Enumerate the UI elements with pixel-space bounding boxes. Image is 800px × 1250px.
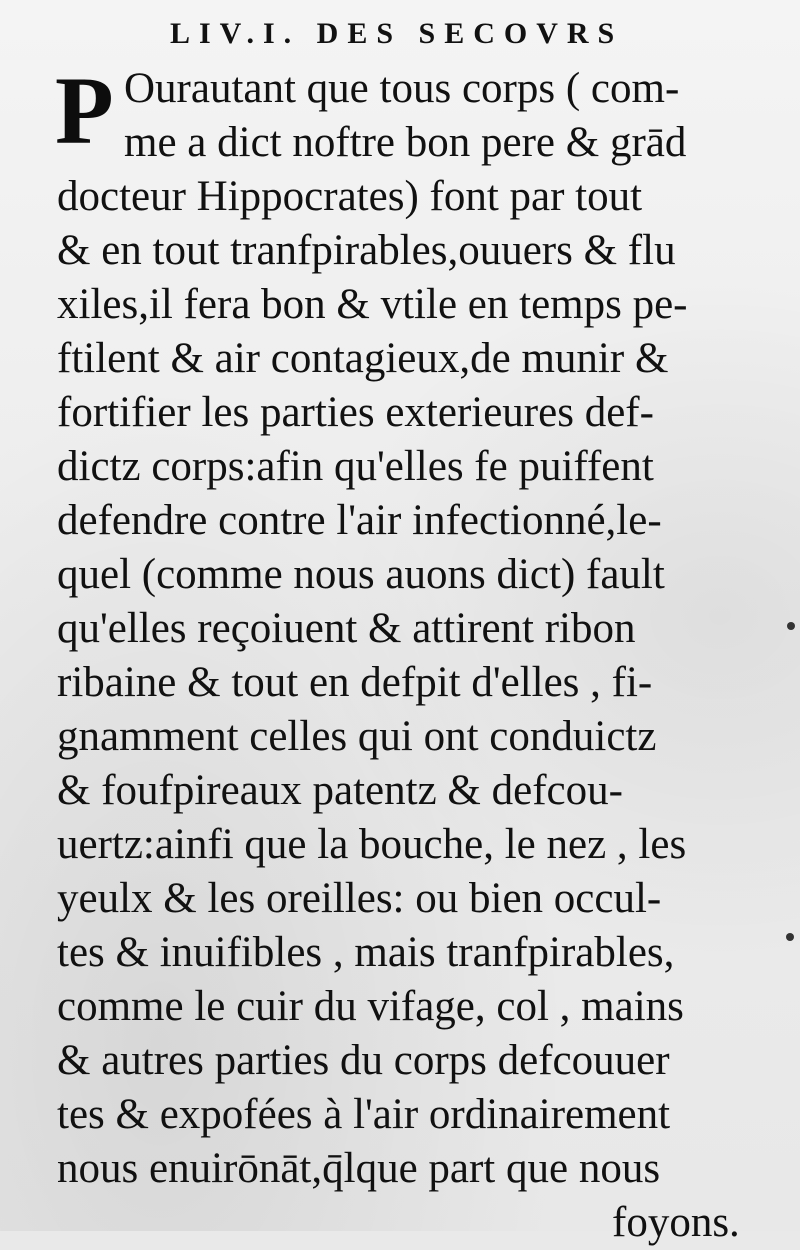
drop-cap-letter: P: [55, 57, 114, 164]
margin-dot: [787, 622, 795, 630]
text-line-4: & en tout tranfpirables,ouuers & flu: [57, 227, 676, 274]
text-line-12: ribaine & tout en defpit d'elles , fi-: [57, 659, 653, 706]
text-line-7: fortifier les parties exterieures def-: [57, 389, 654, 436]
text-line-14: & foufpireaux patentz & defcou-: [57, 767, 623, 814]
text-line-8: dictz corps:afin qu'elles fe puiffent: [57, 443, 654, 490]
text-line-13: gnamment celles qui ont conduictz: [57, 713, 657, 760]
text-line-19: & autres parties du corps defcouuer: [57, 1037, 670, 1084]
text-line-9: defendre contre l'air infectionné,le-: [57, 497, 662, 544]
body-text: [0, 57, 800, 1246]
text-line-21: nous enuirōnāt,q̄lque part que nous: [57, 1145, 661, 1192]
text-line-15: uertz:ainfi que la bouche, le nez , les: [57, 821, 687, 868]
running-head: LIV.I. DES SECOVRS: [170, 17, 624, 50]
margin-dot: [786, 933, 794, 941]
text-line-17: tes & inuifibles , mais tranfpirables,: [57, 929, 675, 976]
text-line-20: tes & expofées à l'air ordinairement: [57, 1091, 671, 1138]
text-line-3: docteur Hippocrates) font par tout: [57, 173, 643, 220]
text-line-18: comme le cuir du vifage, col , mains: [57, 983, 684, 1030]
text-line-22: foyons.: [612, 1199, 740, 1246]
text-line-1: Ourautant que tous corps ( com-: [124, 65, 680, 112]
text-line-6: ftilent & air contagieux,de munir &: [57, 335, 669, 382]
text-line-11: qu'elles reçoiuent & attirent ribon: [57, 605, 636, 652]
text-line-5: xiles,il fera bon & vtile en temps pe-: [57, 281, 688, 328]
text-line-16: yeulx & les oreilles: ou bien occul-: [57, 875, 662, 922]
text-line-2: me a dict noftre bon pere & grād: [124, 119, 687, 166]
text-line-10: quel (comme nous auons dict) fault: [57, 551, 665, 598]
